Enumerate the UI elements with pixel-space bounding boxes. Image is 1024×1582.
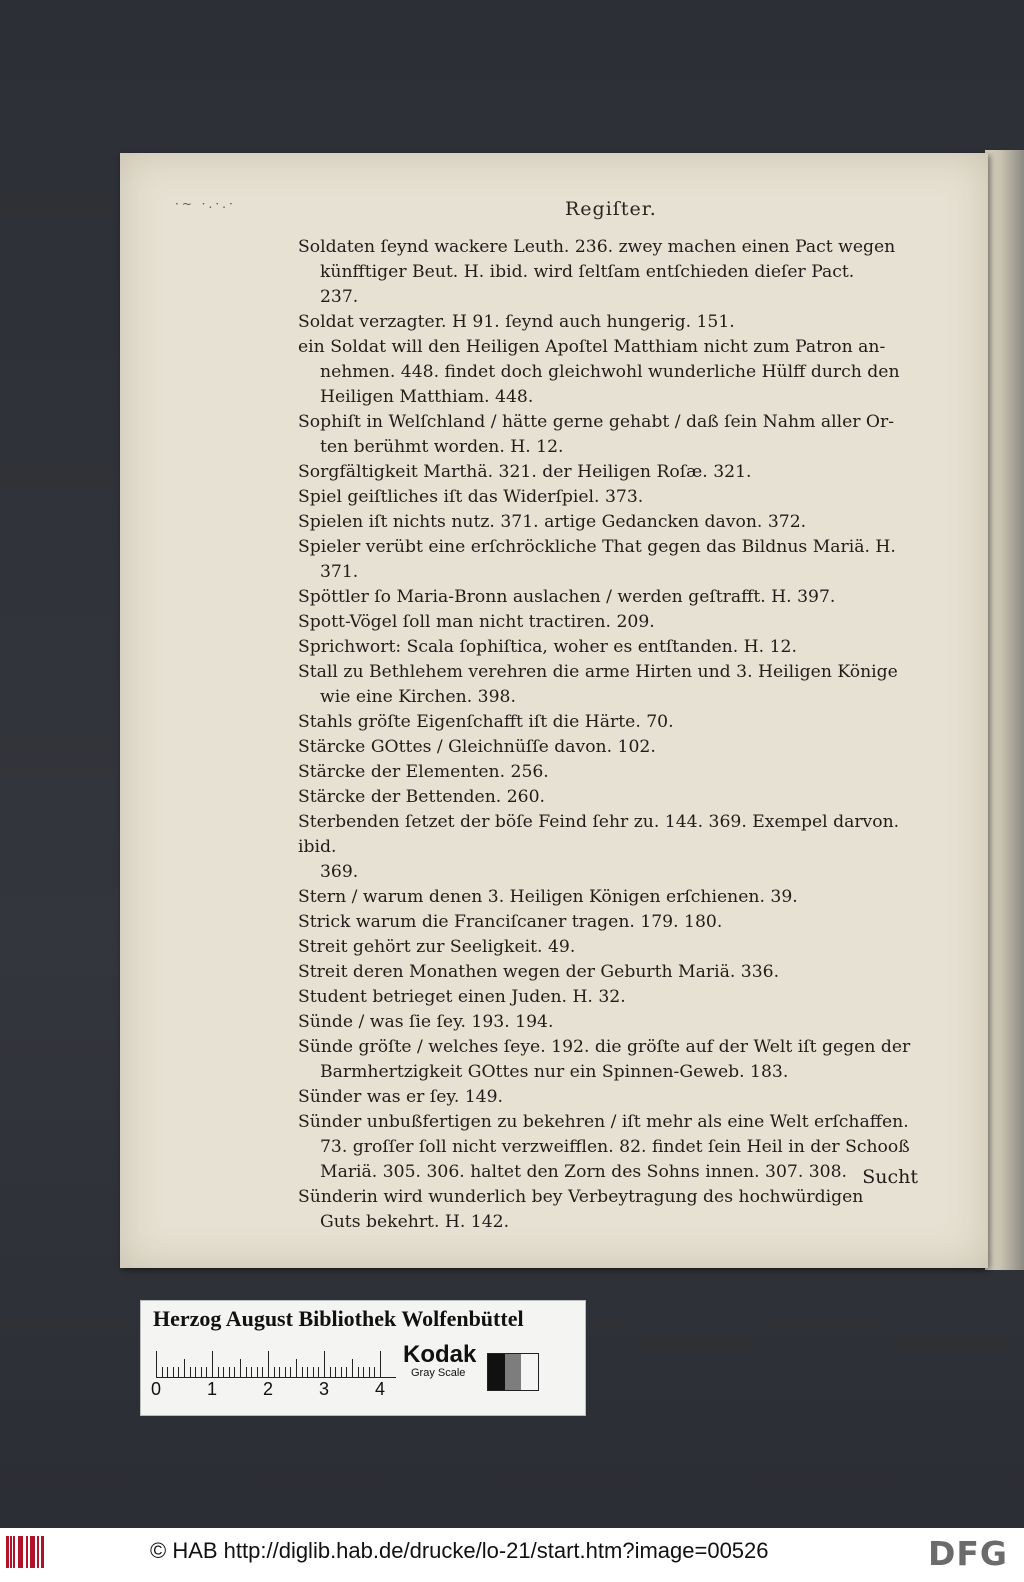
ruler-number: 4 <box>375 1379 386 1399</box>
ruler-tick <box>212 1351 213 1377</box>
footer-bar <box>0 1528 1024 1582</box>
ruler-tick <box>229 1367 230 1377</box>
book-page <box>120 153 988 1268</box>
entry-text: Strick warum die Franciſcaner tragen. 179. 180. <box>298 912 723 932</box>
ruler-tick <box>206 1367 207 1377</box>
register-entry <box>298 460 928 485</box>
entry-text: Stahls gröſte Eigenſchafft iſt die Härte. 70. <box>298 712 674 732</box>
barcode-stripe <box>21 1536 23 1568</box>
library-name: Herzog August Bibliothek Wolfenbüttel <box>153 1306 524 1331</box>
gray-patch <box>488 1354 505 1390</box>
entry-text: Student betrieget einen Juden. H. 32. <box>298 987 626 1007</box>
register-entry <box>298 510 928 535</box>
entry-continuation: wie eine Kirchen. 398. <box>320 687 516 707</box>
barcode-stripe <box>13 1536 15 1568</box>
entry-text: Sophiſt in Welſchland / hätte gerne gehabt / daß ſein Nahm aller Or- <box>298 412 895 432</box>
register-entry <box>298 535 928 585</box>
entry-text: Sünde gröſte / welches ſeye. 192. die gröſte auf der Welt iſt gegen der <box>298 1037 911 1057</box>
ruler-tick <box>374 1367 375 1377</box>
register-entry <box>298 885 928 910</box>
entry-text: Stärcke der Elementen. 256. <box>298 762 549 782</box>
register-entry <box>298 785 928 810</box>
gray-patch <box>505 1354 522 1390</box>
entry-text: Sünde / was ſie ſey. 193. 194. <box>298 1012 554 1032</box>
ruler-tick <box>240 1359 241 1377</box>
ruler-tick <box>352 1359 353 1377</box>
ruler-tick <box>184 1359 185 1377</box>
register-entry <box>298 735 928 760</box>
register-entry <box>298 1085 928 1110</box>
ruler-tick <box>257 1367 258 1377</box>
entry-text: Spiel geiſtliches iſt das Widerſpiel. 373. <box>298 487 644 507</box>
entry-text: Sünder was er ſey. 149. <box>298 1087 504 1107</box>
register-entry <box>298 910 928 935</box>
register-entry <box>298 635 928 660</box>
register-entry <box>298 1185 928 1235</box>
ruler-tick <box>195 1367 196 1377</box>
register-entries <box>298 235 928 1235</box>
register-entry <box>298 1110 928 1185</box>
entry-text: Sterbenden ſetzet der böſe Feind ſehr zu. 144. 369. Exempel darvon. ibid. <box>298 812 900 857</box>
ruler-tick <box>167 1367 168 1377</box>
ruler-tick <box>190 1367 191 1377</box>
kodak-logo: Kodak <box>403 1341 477 1368</box>
copyright-link[interactable]: © HAB http://diglib.hab.de/drucke/lo-21/start.htm?image=00526 <box>150 1538 769 1563</box>
ruler-tick <box>178 1367 179 1377</box>
ruler-tick <box>262 1367 263 1377</box>
hab-barcode-icon <box>6 1536 46 1568</box>
ruler-tick <box>156 1351 157 1377</box>
ruler-tick <box>330 1367 331 1377</box>
entry-continuation: 369. <box>320 862 359 882</box>
ruler-tick <box>251 1367 252 1377</box>
entry-text: Spöttler ſo Maria-Bronn auslachen / werden geſtrafft. H. 397. <box>298 587 836 607</box>
barcode-stripe <box>33 1536 35 1568</box>
ruler-tick <box>246 1367 247 1377</box>
stray-marks: ·~ ·.·.· <box>175 197 236 211</box>
ruler-tick <box>234 1367 235 1377</box>
entry-continuation: Mariä. 305. 306. haltet den Zorn des Sohns innen. 307. 308. <box>320 1162 848 1182</box>
entry-text: Spott-Vögel ſoll man nicht tractiren. 209. <box>298 612 655 632</box>
gray-patch <box>521 1354 538 1390</box>
entry-text: Streit deren Monathen wegen der Geburth Mariä. 336. <box>298 962 780 982</box>
ruler-tick <box>341 1367 342 1377</box>
ruler-tick <box>162 1367 163 1377</box>
entry-text: Soldat verzagter. H 91. ſeynd auch hungerig. 151. <box>298 312 735 332</box>
register-entry <box>298 485 928 510</box>
register-entry <box>298 310 928 335</box>
entry-continuation: nehmen. 448. findet doch gleichwohl wunderliche Hülff durch den <box>320 362 900 382</box>
ruler-tick <box>274 1367 275 1377</box>
entry-text: Stärcke GOttes / Gleichnüſſe davon. 102. <box>298 737 656 757</box>
barcode-stripe <box>10 1536 12 1568</box>
entry-text: Stall zu Bethlehem verehren die arme Hirten und 3. Heiligen Könige <box>298 662 898 682</box>
ruler-number: 0 <box>151 1379 162 1399</box>
ruler-tick <box>335 1367 336 1377</box>
ruler-tick <box>285 1367 286 1377</box>
dfg-logo: DFG <box>928 1534 1009 1573</box>
ruler-tick <box>346 1367 347 1377</box>
entry-text: Streit gehört zur Seeligkeit. 49. <box>298 937 576 957</box>
entry-text: Stern / warum denen 3. Heiligen Königen erſchienen. 39. <box>298 887 798 907</box>
entry-continuation: ten berühmt worden. H. 12. <box>320 437 564 457</box>
register-entry <box>298 610 928 635</box>
ruler-number: 2 <box>263 1379 274 1399</box>
back-pages-edge <box>985 150 1024 1270</box>
ruler-tick <box>318 1367 319 1377</box>
entry-continuation: Barmhertzigkeit GOttes nur ein Spinnen-Geweb. 183. <box>320 1062 789 1082</box>
ruler-tick <box>279 1367 280 1377</box>
ruler-tick <box>380 1351 381 1377</box>
gray-scale-label: Gray Scale <box>411 1367 466 1379</box>
ruler-tick <box>173 1367 174 1377</box>
ruler-tick <box>313 1367 314 1377</box>
ruler-tick <box>324 1351 325 1377</box>
register-entry <box>298 710 928 735</box>
ruler-number: 3 <box>319 1379 330 1399</box>
ruler-tick <box>358 1367 359 1377</box>
ruler-tick <box>296 1359 297 1377</box>
ruler-tick <box>307 1367 308 1377</box>
ruler-tick <box>369 1367 370 1377</box>
register-entry <box>298 810 928 885</box>
register-entry <box>298 760 928 785</box>
ruler-tick <box>223 1367 224 1377</box>
ruler-tick <box>290 1367 291 1377</box>
entry-continuation: Heiligen Matthiam. 448. <box>320 387 534 407</box>
register-entry <box>298 660 928 710</box>
gray-patches <box>487 1353 539 1391</box>
entry-continuation: 73. groſſer ſoll nicht verzweifflen. 82. findet ſein Heil in der Schooß <box>320 1137 910 1157</box>
register-entry <box>298 585 928 610</box>
entry-text: Sprichwort: Scala ſophiſtica, woher es entſtanden. H. 12. <box>298 637 797 657</box>
register-entry <box>298 235 928 310</box>
register-entry <box>298 960 928 985</box>
ruler-number: 1 <box>207 1379 218 1399</box>
entry-text: ein Soldat will den Heiligen Apoſtel Matthiam nicht zum Patron an- <box>298 337 886 357</box>
barcode-stripe <box>37 1536 39 1568</box>
entry-text: Spieler verübt eine erſchröckliche That gegen das Bildnus Mariä. H. <box>298 537 896 557</box>
ruler-tick <box>363 1367 364 1377</box>
ruler-tick <box>268 1351 269 1377</box>
entry-text: Sünderin wird wunderlich bey Verbeytragung des hochwürdigen <box>298 1187 864 1207</box>
register-entry <box>298 985 928 1010</box>
register-entry <box>298 410 928 460</box>
barcode-stripe <box>6 1536 9 1568</box>
ruler-tick <box>302 1367 303 1377</box>
catchword: Sucht <box>862 1166 918 1188</box>
entry-text: Sünder unbußfertigen zu bekehren / iſt mehr als eine Welt erſchaffen. <box>298 1112 909 1132</box>
ruler-tick <box>218 1367 219 1377</box>
register-entry <box>298 935 928 960</box>
register-entry <box>298 335 928 410</box>
color-calibration-card <box>140 1300 586 1416</box>
entry-text: Sorgfältigkeit Marthä. 321. der Heiligen Roſæ. 321. <box>298 462 752 482</box>
entry-text: Spielen iſt nichts nutz. 371. artige Gedancken davon. 372. <box>298 512 807 532</box>
barcode-stripe <box>41 1536 44 1568</box>
ruler-tick <box>201 1367 202 1377</box>
entry-text: Stärcke der Bettenden. 260. <box>298 787 545 807</box>
entry-text: Soldaten ſeynd wackere Leuth. 236. zwey machen einen Pact wegen <box>298 237 896 257</box>
entry-continuation: künfftiger Beut. H. ibid. wird ſeltſam entſchieden dieſer Pact. <box>320 262 855 282</box>
entry-continuation: 237. <box>320 287 359 307</box>
register-entry <box>298 1010 928 1035</box>
scale-ruler <box>156 1345 396 1378</box>
page-header: Regiſter. <box>565 198 657 220</box>
entry-continuation: 371. <box>320 562 359 582</box>
entry-continuation: Guts bekehrt. H. 142. <box>320 1212 510 1232</box>
register-entry <box>298 1035 928 1085</box>
barcode-stripe <box>26 1536 28 1568</box>
